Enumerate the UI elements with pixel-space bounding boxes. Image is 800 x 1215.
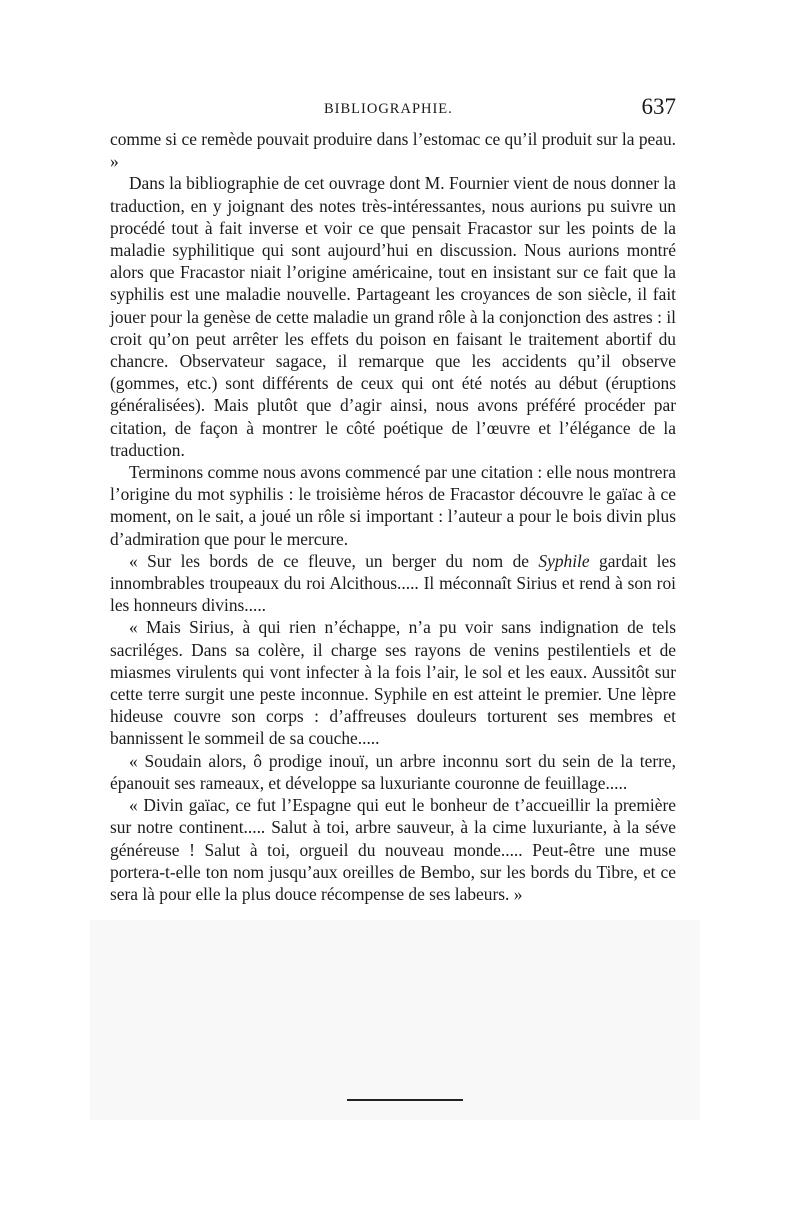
section-end-rule	[347, 1099, 463, 1101]
quote-paragraph-syphile	[110, 550, 676, 617]
paragraph-continuation: comme si ce remède pouvait produire dans l’estomac ce qu’il produit sur la peau. »	[110, 129, 676, 172]
running-title: BIBLIOGRAPHIE.	[324, 101, 453, 117]
page-number: 637	[641, 94, 676, 119]
page-header	[110, 96, 676, 126]
quote-paragraph-gaiac: « Divin gaïac, ce fut l’Espagne qui eut le bonheur de t’accueillir la première sur notre continent..... Salut à toi, arbre sauveur, à la cime luxuriante, à la séve généreuse ! Salut à toi, orgueil du nouveau monde..... Peut-être une muse portera-t-elle ton nom jusqu’aux oreilles de Bembo, sur les bords du Tibre, et ce sera là pour elle la plus douce récompense de ses labeurs. »	[110, 795, 676, 904]
quote-paragraph-prodige: « Soudain alors, ô prodige inouï, un arbre inconnu sort du sein de la terre, épanouit ses rameaux, et développe sa luxuriante couronne de feuillage.....	[110, 750, 676, 793]
quote-text-end: gardait les innombrables troupeaux du roi Alcithous..... Il méconnaît Sirius et rend à son roi les honneurs divins.....	[110, 550, 676, 616]
quote-paragraph-sirius: « Mais Sirius, à qui rien n’échappe, n’a pu voir sans indignation de tels sacriléges. Dans sa colère, il charge ses rayons de venins pestilentiels et de miasmes virulents qui vont infecter à la fois l’air, le sol et les eaux. Aussitôt sur cette terre surgit une peste inconnue. Syphile en est atteint le premier. Une lèpre hideuse couvre son corps : d’affreuses douleurs torturent ses membres et bannissent le sommeil de sa couche.....	[110, 617, 676, 749]
show-through-shading	[90, 920, 700, 1120]
quote-text-start: « Sur les bords de ce fleuve, un berger du nom de	[129, 550, 539, 571]
paragraph-conclusion: Terminons comme nous avons commencé par une citation : elle nous montrera l’origine du mot syphilis : le troisième héros de Fracastor découvre le gaïac à ce moment, on le sait, a joué un rôle si important : l’auteur a pour le bois divin plus d’admiration que pour le mercure.	[110, 462, 676, 549]
body-text	[110, 128, 676, 905]
paragraph-bibliography: Dans la bibliographie de cet ouvrage dont M. Fournier vient de nous donner la traduction, en y joignant des notes très-intéressantes, nous aurions pu suivre un procédé tout à fait inverse et voir ce que pensait Fracastor sur les points de la maladie syphilitique qui sont aujourd’hui en discussion. Nous aurions montré alors que Fracastor niait l’origine américaine, tout en insistant sur ce fait que la syphilis est une maladie nouvelle. Partageant les croyances de son siècle, il fait jouer pour la genèse de cette maladie un grand rôle à la conjonction des astres : il croit qu’on peut arrêter les effets du poison en faisant le traitement abortif du chancre. Observateur sagace, il remarque que les accidents qu’il observe (gommes, etc.) sont différents de ceux qui ont été notés au début (éruptions généralisées). Mais plutôt que d’agir ainsi, nous avons préféré procéder par citation, de façon à montrer le côté poétique de l’œuvre et l’élégance de la traduction.	[110, 173, 676, 460]
italic-name-syphile: Syphile	[538, 550, 590, 571]
